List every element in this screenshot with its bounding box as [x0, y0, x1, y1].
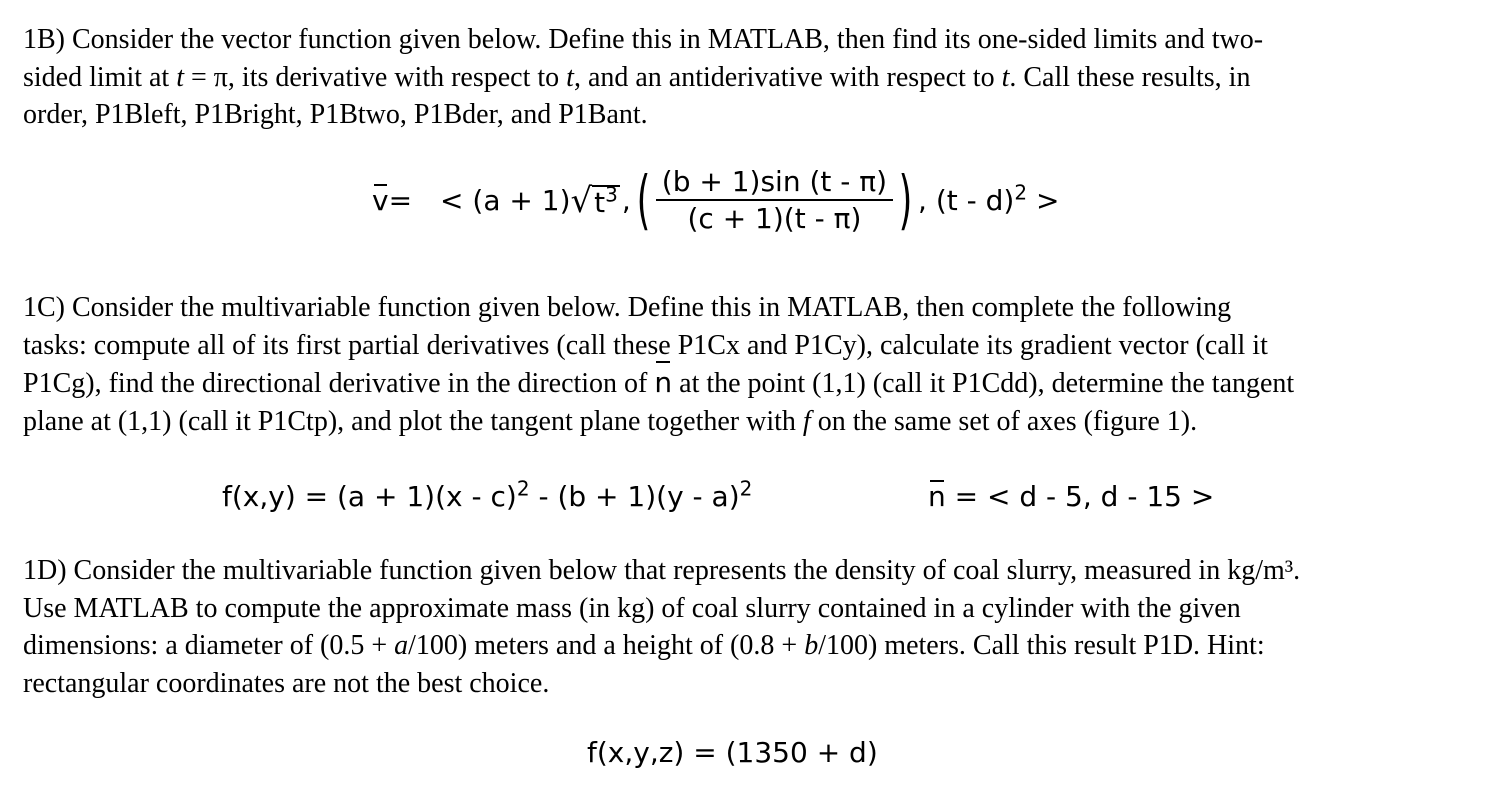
right-paren-icon: ) — [898, 163, 913, 238]
p1d-line-3-part: /100) meters. Call this result P1D. Hint: — [818, 630, 1265, 661]
vector-open: < (a + 1) — [440, 183, 571, 217]
radicand-exponent: 3 — [605, 182, 618, 207]
p1d-line-2: Use MATLAB to compute the approximate mass (in kg) of coal slurry contained in a cylinder with the given — [23, 592, 1241, 624]
vector-v-symbol: v — [372, 183, 389, 217]
tail-exponent: 2 — [1014, 180, 1028, 205]
multivariable-function-equation — [222, 476, 753, 513]
sqrt-sign-icon: √ — [570, 180, 593, 221]
direction-vector-value: = < d - 5, d - 15 > — [945, 480, 1215, 513]
problem-1d-text — [23, 552, 1483, 702]
p1d-line-3 — [23, 627, 1483, 665]
vector-third-component: , (t - d) — [918, 183, 1015, 217]
vector-close: > — [1027, 183, 1060, 217]
radicand-base: t — [594, 185, 606, 219]
p1d-line-3-part: /100) meters and a height of (0.8 + — [408, 630, 805, 661]
p1c-line-4-part: on the same set of axes (figure 1). — [810, 405, 1198, 437]
density-function-equation: f(x,y,z) = (1350 + d) — [587, 736, 878, 769]
p1b-line-3: order, P1Bleft, P1Bright, P1Btwo, P1Bder, and P1Bant. — [23, 99, 648, 130]
p1c-line-4-part: plane at (1,1) (call it P1Ctp), and plot the tangent plane together with — [23, 405, 803, 437]
sqrt-radicand — [592, 182, 620, 219]
p1c-line-1: 1C) Consider the multivariable function given below. Define this in MATLAB, then complete the following — [23, 292, 1232, 323]
direction-vector-equation — [928, 480, 1215, 513]
p1b-line-2-part: sided limit at — [23, 61, 177, 93]
p1b-line-2-part: . Call these results, in — [1009, 61, 1251, 93]
p1d-line-4: rectangular coordinates are not the best choice. — [23, 667, 550, 699]
p1d-line-3-part: dimensions: a diameter of (0.5 + — [23, 630, 395, 661]
vector-n-symbol: n — [928, 480, 946, 513]
fraction-denominator: (c + 1)(t - π) — [687, 202, 862, 235]
comma-separator: , — [621, 183, 631, 217]
fxy-exponent-a: 2 — [516, 476, 530, 501]
p1c-line-2: tasks: compute all of its first partial derivatives (call these P1Cx and P1Cy), calculate its gradient vector (call it — [23, 329, 1268, 361]
vector-n-symbol: n — [654, 364, 672, 402]
fxy-part-a: f(x,y) = (a + 1)(x - c) — [222, 480, 517, 513]
p1b-line-2-part: , and an antiderivative with respect to — [573, 61, 1002, 93]
var-b: b — [804, 630, 819, 661]
fraction-numerator: (b + 1)sin (t - π) — [661, 165, 888, 198]
p1b-line-1: 1B) Consider the vector function given below. Define this in MATLAB, then find its one-sided limits and two- — [23, 24, 1264, 55]
vector-function-equation — [372, 163, 1060, 238]
p1c-line-3-part: at the point (1,1) (call it P1Cdd), determine the tangent — [672, 368, 1295, 399]
var-a: a — [394, 630, 409, 661]
problem-1b-text — [23, 21, 1483, 134]
p1c-line-3-part: P1Cg), find the directional derivative in the direction of — [23, 368, 655, 399]
p1c-line-3 — [23, 364, 1483, 403]
p1d-line-1: 1D) Consider the multivariable function given below that represents the density of coal slurry, measured in kg/m³. — [23, 555, 1301, 586]
var-t: t — [1001, 61, 1010, 93]
fraction — [656, 165, 893, 235]
fxy-part-b: - (b + 1)(y - a) — [529, 480, 740, 513]
left-paren-icon: ( — [636, 163, 651, 238]
var-t: t — [176, 61, 184, 93]
p1b-line-2 — [23, 59, 1483, 97]
equals-sign: = — [388, 183, 413, 217]
p1c-line-4 — [23, 403, 1483, 441]
p1b-line-2-part: = π, its derivative with respect to — [184, 61, 567, 93]
fxy-exponent-b: 2 — [739, 476, 753, 501]
var-t: t — [566, 61, 574, 93]
var-f: f — [802, 405, 811, 437]
problem-1c-text — [23, 289, 1483, 440]
vector-tail — [918, 180, 1060, 217]
